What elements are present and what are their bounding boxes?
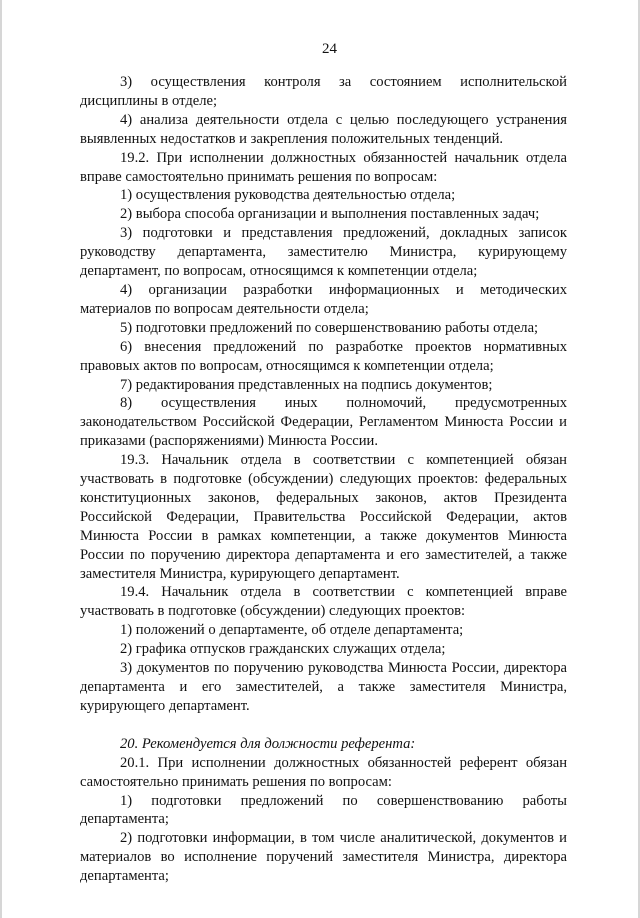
paragraph: 19.3. Начальник отдела в соответствии с компетенцией обязан участвовать в подготовке (обсуждении) следующих проектов: федеральных конституционных законов, федеральных законов, актов Президента Российской Федерации, Правительства Российской Федерации, актов Минюста России в рамках компетенции, а также документов Минюста России по поручению директора департамента и его заместителей, а также заместителя Министра, курирующего департамент. bbox=[80, 452, 567, 582]
paragraph: 2) подготовки информации, в том числе аналитической, документов и материалов во исполнение поручений заместителя Министра, директора департамента; bbox=[80, 830, 567, 885]
section-gap bbox=[80, 716, 567, 735]
page-number: 24 bbox=[322, 41, 337, 57]
paragraph: 7) редактирования представленных на подпись документов; bbox=[120, 376, 493, 393]
document-body bbox=[80, 73, 567, 886]
paragraph: 4) организации разработки информационных и методических материалов по вопросам деятельности отдела; bbox=[80, 281, 567, 317]
paragraph: 2) выбора способа организации и выполнения поставленных задач; bbox=[120, 206, 540, 223]
paragraph: 3) подготовки и представления предложений, докладных записок руководству департамента, заместителю Министра, курирующему департамент, по вопросам, относящимся к компетенции отдела; bbox=[80, 225, 567, 280]
paragraph: 5) подготовки предложений по совершенствованию работы отдела; bbox=[120, 319, 539, 336]
paragraph: 20.1. При исполнении должностных обязанностей референт обязан самостоятельно принимать решения по вопросам: bbox=[80, 754, 567, 790]
paragraph: 6) внесения предложений по разработке проектов нормативных правовых актов по вопросам, относящимся к компетенции отдела; bbox=[80, 338, 567, 374]
paragraph: 3) осуществления контроля за состоянием исполнительской дисциплины в отделе; bbox=[80, 74, 567, 109]
paragraph: 1) положений о департаменте, об отделе департамента; bbox=[120, 622, 464, 639]
paragraph: 1) осуществления руководства деятельностью отдела; bbox=[120, 187, 456, 204]
paragraph: 4) анализа деятельности отдела с целью последующего устранения выявленных недостатков и закрепления положительных тенденций. bbox=[80, 111, 567, 147]
section-heading bbox=[80, 735, 567, 754]
paragraph: 2) графика отпусков гражданских служащих отдела; bbox=[120, 641, 446, 658]
paragraph: 3) документов по поручению руководства Минюста России, директора департамента и его заместителей, а также заместителя Министра, курирующего департамент. bbox=[80, 660, 567, 714]
paragraph: 1) подготовки предложений по совершенствованию работы департамента; bbox=[80, 792, 567, 828]
paragraph: 19.4. Начальник отдела в соответствии с компетенцией вправе участвовать в подготовке (обсуждении) следующих проектов: bbox=[80, 584, 567, 620]
paragraph: 19.2. При исполнении должностных обязанностей начальник отдела вправе самостоятельно принимать решения по вопросам: bbox=[80, 149, 567, 185]
section-heading-text: 20. Рекомендуется для должности референта: bbox=[120, 735, 416, 752]
paragraph: 8) осуществления иных полномочий, предусмотренных законодательством Российской Федерации, Регламентом Минюста России и приказами (распоряжениями) Минюста России. bbox=[80, 395, 567, 450]
